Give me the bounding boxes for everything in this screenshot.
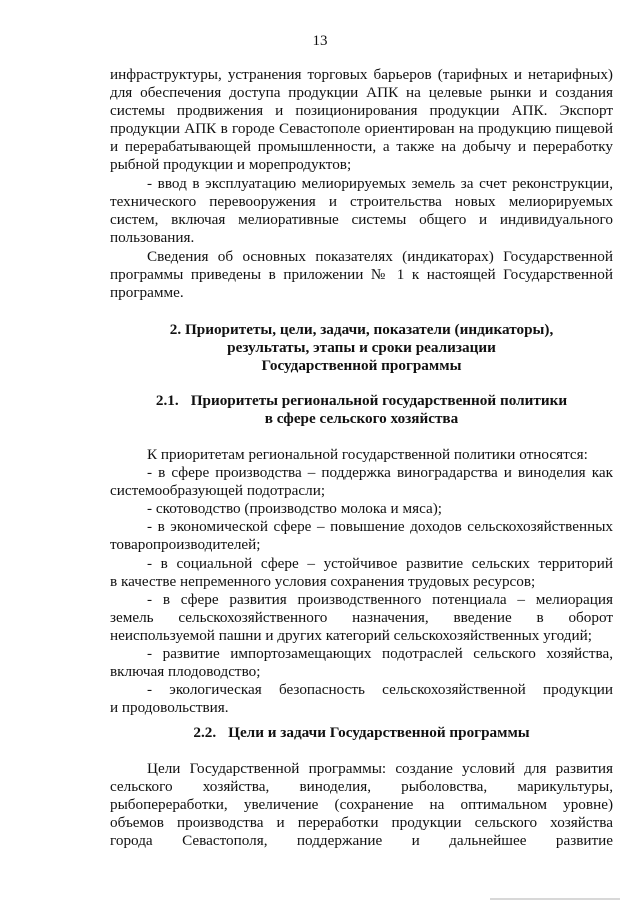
heading-line: Государственной программы <box>261 357 462 375</box>
heading-text: Приоритеты региональной государственной политики <box>190 392 568 409</box>
scan-artifact-line <box>490 898 620 900</box>
text-line: объемов производства и переработки продукции сельского хозяйства <box>110 814 613 832</box>
text-line: сельского хозяйства, виноделия, рыболовства, марикультуры, <box>110 778 613 796</box>
text-line: программы приведены в приложении № 1 к настоящей Государственной <box>110 266 613 284</box>
text-line: продукции АПК в городе Севастополе ориентирован на продукцию пищевой <box>110 120 613 138</box>
text-line: программе. <box>110 284 184 302</box>
text-line: рыбопереработки, увеличение (сохранение на оптимальном уровне) <box>110 796 613 814</box>
list-item-line: включая плодоводство; <box>110 663 261 681</box>
section-number: 2.1. <box>155 392 179 409</box>
heading-line <box>110 392 613 410</box>
list-item-line: - развитие импортозамещающих подотраслей сельского хозяйства, <box>147 645 613 663</box>
list-item-line: в качестве непременного условия сохранения трудовых ресурсов; <box>110 572 536 590</box>
section-2-heading <box>110 321 613 375</box>
text-line: пользования. <box>110 229 195 247</box>
priorities-list <box>110 446 613 717</box>
list-item-line: - в сфере производства – поддержка виноградарства и виноделия как <box>147 464 613 482</box>
text-line: рыбной продукции и морепродуктов; <box>110 156 352 174</box>
text-line: города Севастополя, поддержание и дальнейшее развитие <box>110 832 613 850</box>
priorities-intro: К приоритетам региональной государственной политики относятся: <box>147 446 588 463</box>
text-line: - ввод в эксплуатацию мелиорируемых земель за счет реконструкции, <box>147 175 613 192</box>
section-2-2-heading <box>110 724 613 742</box>
section-2-1-heading <box>110 392 613 428</box>
paragraph-export <box>110 66 613 175</box>
list-item-line: - скотоводство (производство молока и мяса); <box>147 500 443 518</box>
page-number: 13 <box>312 33 328 49</box>
text-line: Цели Государственной программы: создание условий для развития <box>147 760 613 777</box>
text-line: и перерабатывающей промышленности, а также на добычу и переработку <box>110 138 613 156</box>
text-line: для обеспечения доступа продукции АПК на целевые рынки и создания <box>110 84 613 102</box>
heading-line: в сфере сельского хозяйства <box>264 410 459 428</box>
section-number: 2.2. <box>193 724 217 741</box>
list-item-line: - экологическая безопасность сельскохозяйственной продукции <box>147 681 613 699</box>
heading-text: Цели и задачи Государственной программы <box>228 724 530 741</box>
heading-line: 2. Приоритеты, цели, задачи, показатели (индикаторы), <box>169 321 554 338</box>
list-item-line: земель сельскохозяйственного назначения, введение в оборот <box>110 608 613 626</box>
list-item-line: - в экономической сфере – повышение доходов сельскохозяйственных <box>147 518 613 536</box>
text-line: системы продвижения и позиционирования продукции АПК. Экспорт <box>110 102 613 120</box>
list-item-line: неиспользуемой пашни и других категорий сельскохозяйственных угодий; <box>110 626 592 644</box>
list-item-line: системообразующей подотрасли; <box>110 482 326 500</box>
paragraph-land-reclamation <box>110 175 613 247</box>
list-item-line: товаропроизводителей; <box>110 536 261 554</box>
paragraph-indicators <box>110 248 613 302</box>
text-line: технического перевооружения и строительства новых мелиорируемых <box>110 193 613 211</box>
list-item-line: - в социальной сфере – устойчивое развитие сельских территорий <box>147 554 613 572</box>
heading-line: результаты, этапы и сроки реализации <box>227 339 496 357</box>
text-line: систем, включая мелиоративные системы общего и индивидуального <box>110 211 613 229</box>
text-line: Сведения об основных показателях (индикаторах) Государственной <box>147 248 613 265</box>
list-item-line: - в сфере развития производственного потенциала – мелиорация <box>147 590 613 608</box>
heading-line <box>110 724 613 742</box>
paragraph-goals <box>110 760 613 850</box>
text-line: инфраструктуры, устранения торговых барьеров (тарифных и нетарифных) <box>110 66 613 83</box>
list-item-line: и продовольствия. <box>110 699 229 717</box>
